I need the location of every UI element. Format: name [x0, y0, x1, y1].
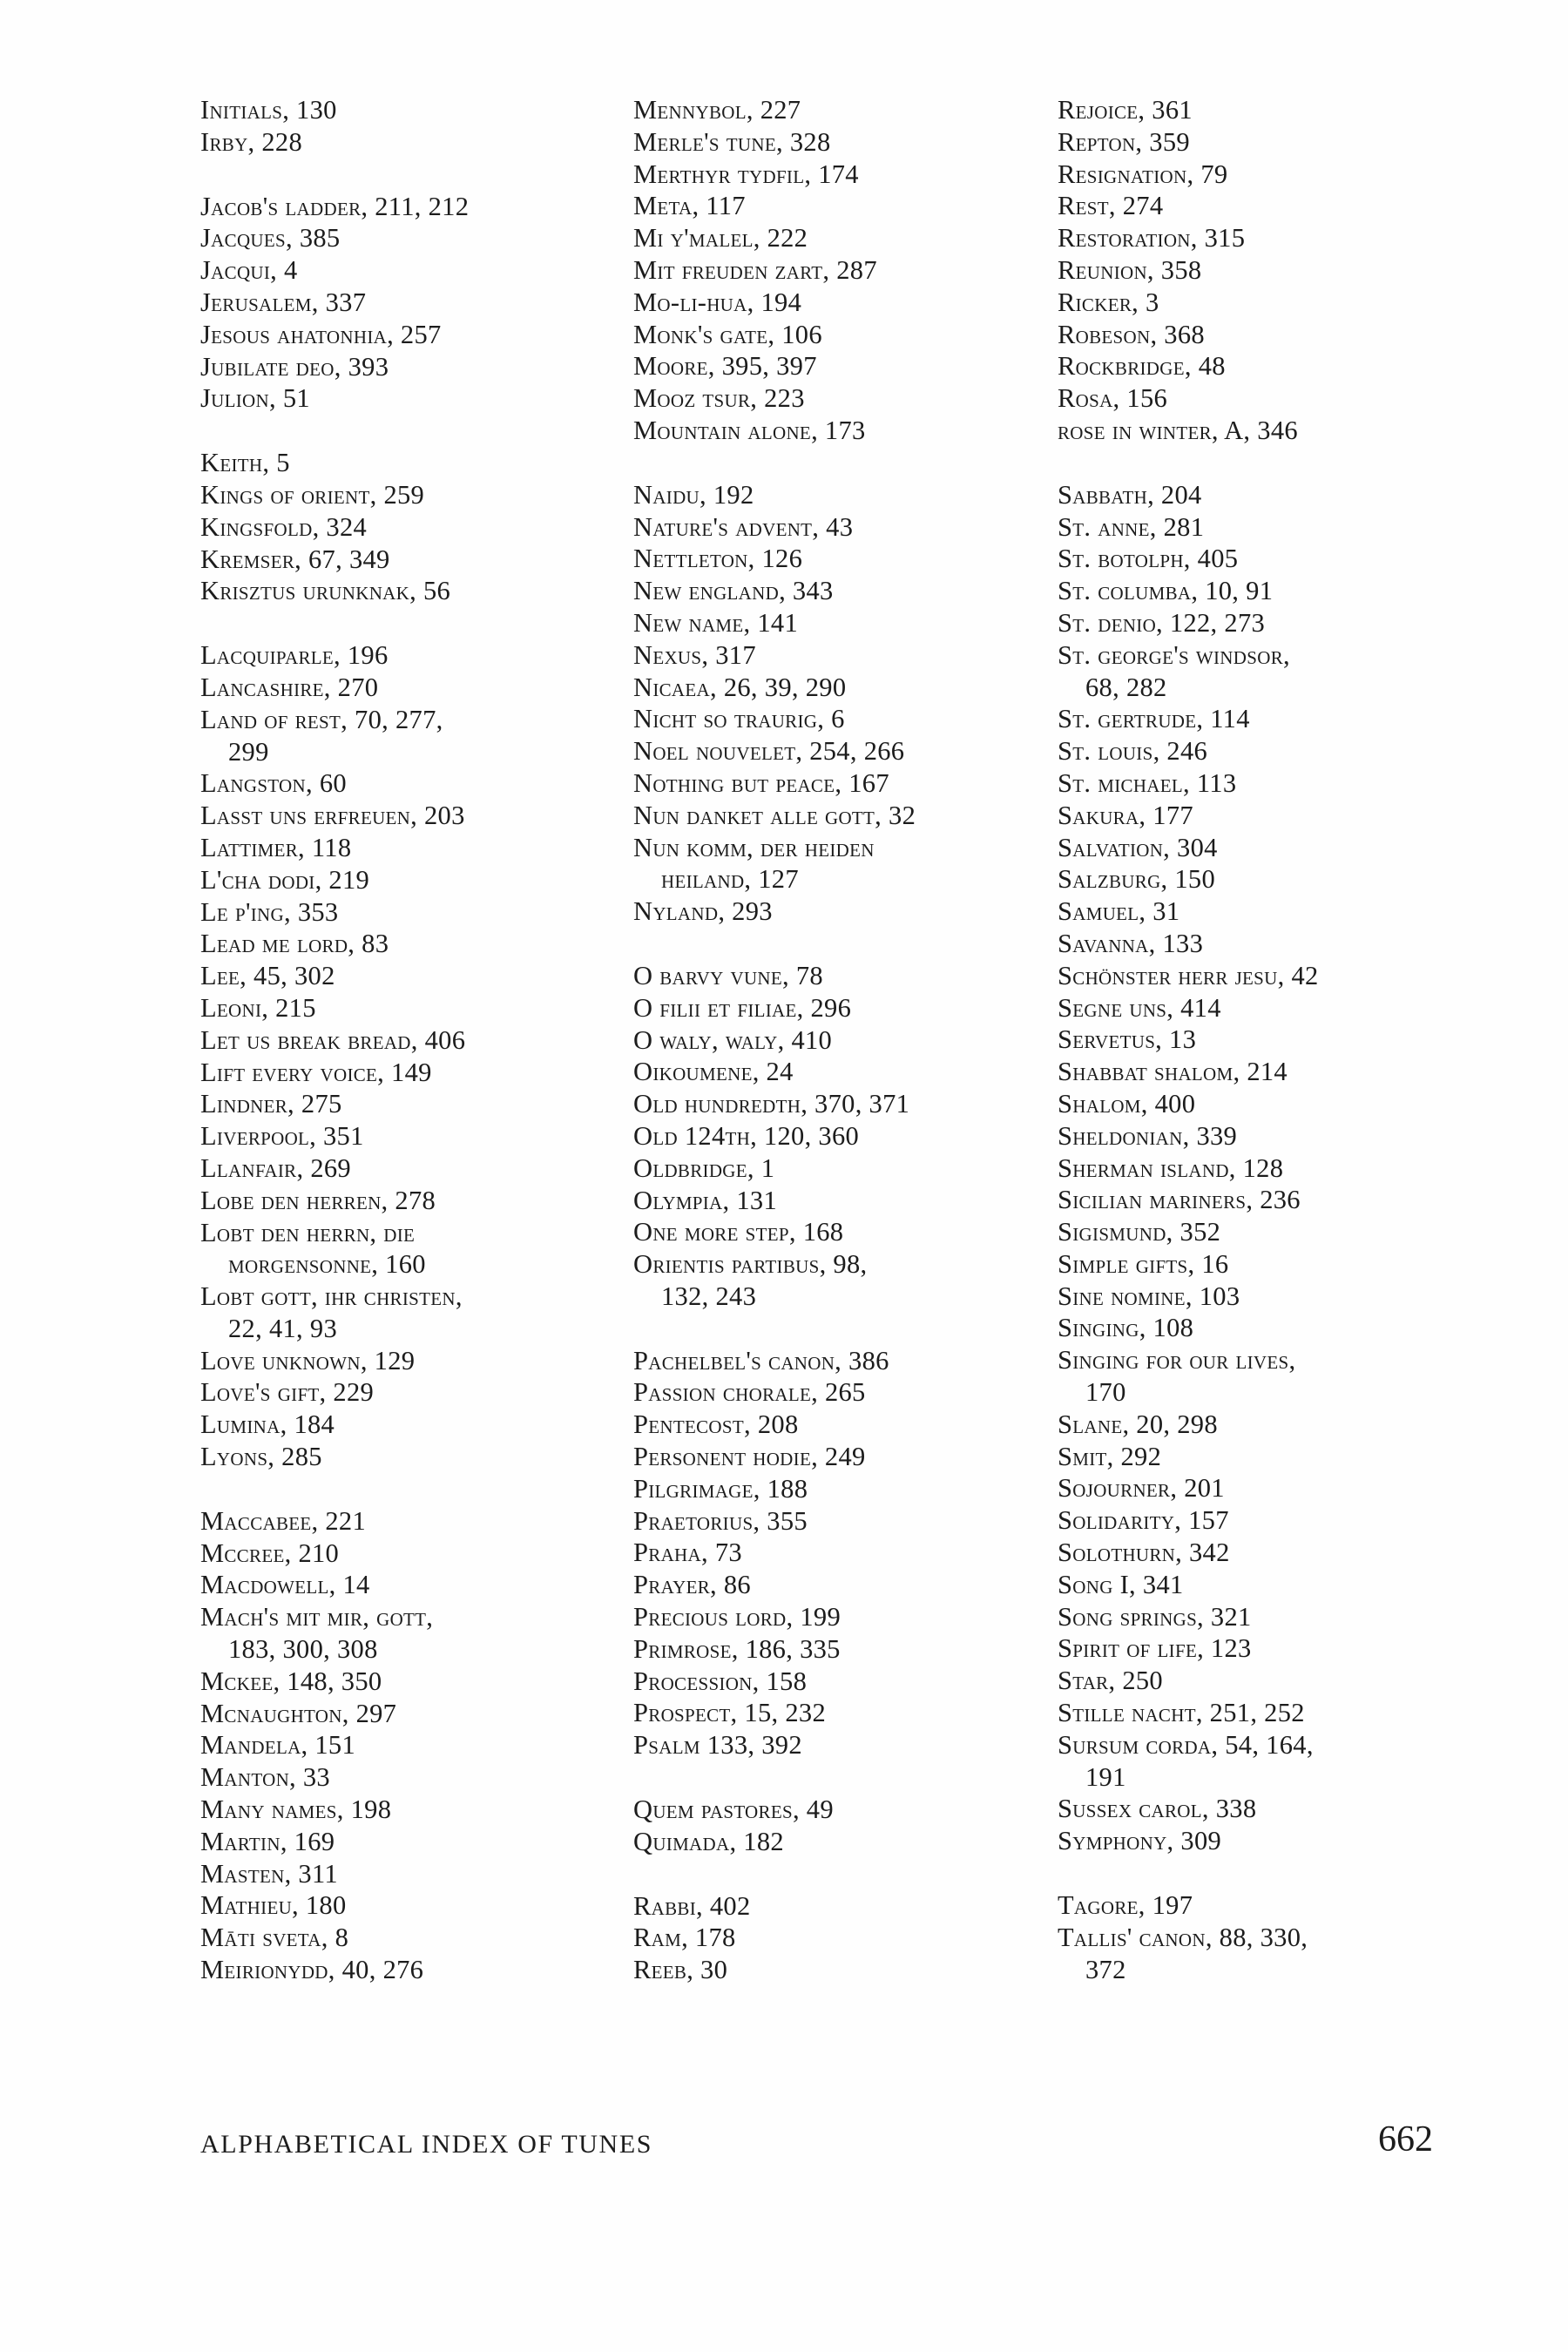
index-entry: Salvation, 304 [1058, 832, 1218, 862]
index-entry: Nicht so traurig, 6 [633, 704, 845, 734]
index-entry: Nettleton, 126 [633, 544, 803, 574]
index-entry: Old 124th, 120, 360 [633, 1120, 860, 1151]
index-entry: Mathieu, 180 [200, 1890, 347, 1921]
index-entry: Oldbridge, 1 [633, 1152, 775, 1183]
index-entry: Nun danket alle gott, 32 [633, 800, 916, 830]
index-entry-line: Land of rest, 70, 277, [200, 704, 443, 734]
index-entry: Shalom, 400 [1058, 1088, 1196, 1119]
index-entry: Nature's advent, 43 [633, 511, 854, 542]
index-entry: Let us break bread, 406 [200, 1024, 466, 1055]
index-entry: Many names, 198 [200, 1794, 392, 1825]
index-entry-continuation: 170 [1085, 1377, 1126, 1408]
index-entry: Symphony, 309 [1058, 1826, 1222, 1856]
index-entry [200, 704, 618, 768]
index-column-1 [200, 94, 618, 2018]
index-entry: Mo-li-hua, 194 [633, 287, 802, 317]
index-entry-continuation: morgensonne, 160 [228, 1249, 426, 1280]
index-entry: Stille nacht, 251, 252 [1058, 1698, 1305, 1728]
index-entry: Old hundredth, 370, 371 [633, 1089, 910, 1119]
index-entry: L'cha dodi, 219 [200, 864, 370, 895]
index-entry: Sakura, 177 [1058, 800, 1193, 830]
index-entry-line: Singing for our lives, [1058, 1345, 1296, 1375]
index-entry-continuation: 132, 243 [661, 1281, 757, 1311]
index-entry: One more step, 168 [633, 1217, 844, 1247]
index-entry: Monk's gate, 106 [633, 319, 822, 349]
index-entry: Keith, 5 [200, 448, 290, 478]
index-entry: New name, 141 [633, 607, 799, 638]
index-entry: Procession, 158 [633, 1666, 808, 1696]
index-group [200, 191, 618, 416]
index-group [633, 960, 1051, 1313]
index-entry: Quimada, 182 [633, 1826, 784, 1856]
index-entry: Quem pastores, 49 [633, 1794, 834, 1825]
index-entry: Sigismund, 352 [1058, 1217, 1221, 1247]
index-entry: New england, 343 [633, 576, 834, 606]
index-entry: Initials, 130 [200, 95, 337, 125]
index-entry: Irby, 228 [200, 126, 303, 157]
index-entry: Masten, 311 [200, 1858, 338, 1889]
index-entry: Mennybol, 227 [633, 95, 801, 125]
index-entry: Segne uns, 414 [1058, 992, 1221, 1023]
index-group [200, 1505, 618, 1986]
index-entry: Pentecost, 208 [633, 1409, 799, 1440]
index-entry-line: Orientis partibus, 98, [633, 1249, 868, 1280]
index-entry: Rosa, 156 [1058, 383, 1168, 414]
index-entry: Sine nomine, 103 [1058, 1281, 1240, 1311]
index-entry: Lattimer, 118 [200, 832, 352, 862]
index-entry: Merle's tune, 328 [633, 126, 831, 157]
index-entry: Nicaea, 26, 39, 290 [633, 672, 847, 702]
index-entry: Restoration, 315 [1058, 223, 1246, 253]
index-entry: Lumina, 184 [200, 1409, 335, 1440]
index-entry: Love's gift, 229 [200, 1377, 375, 1408]
index-entry: Jacob's ladder, 211, 212 [200, 191, 470, 221]
index-entry: Llanfair, 269 [200, 1152, 351, 1183]
index-entry: Psalm 133, 392 [633, 1730, 802, 1761]
index-entry: Simple gifts, 16 [1058, 1248, 1229, 1279]
index-entry-continuation: heiland, 127 [661, 864, 799, 895]
index-entry: Rabbi, 402 [633, 1890, 751, 1921]
index-group [200, 639, 618, 1473]
index-entry [1058, 1344, 1476, 1409]
index-entry: Primrose, 186, 335 [633, 1633, 841, 1664]
index-group [1058, 1889, 1476, 1985]
index-entry: Song springs, 321 [1058, 1601, 1252, 1632]
index-entry: Sojourner, 201 [1058, 1473, 1225, 1504]
index-entry: O waly, waly, 410 [633, 1024, 833, 1055]
index-entry-line: St. george's windsor, [1058, 639, 1290, 670]
index-entry: Solidarity, 157 [1058, 1505, 1229, 1536]
index-entry-continuation: 183, 300, 308 [228, 1634, 378, 1665]
index-entry: Lacquiparle, 196 [200, 640, 389, 671]
index-entry: Solothurn, 342 [1058, 1538, 1230, 1568]
index-entry: Martin, 169 [200, 1826, 335, 1856]
index-entry: Lindner, 275 [200, 1089, 342, 1119]
index-entry: Mountain alone, 173 [633, 415, 866, 445]
index-entry: Jesous ahatonhia, 257 [200, 319, 442, 349]
index-entry: Sherman island, 128 [1058, 1152, 1284, 1183]
index-entry: Jerusalem, 337 [200, 287, 367, 317]
index-entry [200, 1601, 618, 1666]
index-entry: Precious lord, 199 [633, 1602, 841, 1632]
index-entry: Prospect, 15, 232 [633, 1698, 827, 1728]
index-entry: Meta, 117 [633, 191, 746, 221]
index-group [200, 94, 618, 159]
index-entry: Star, 250 [1058, 1666, 1163, 1696]
index-group [1058, 94, 1476, 447]
index-entry: Sicilian mariners, 236 [1058, 1185, 1301, 1215]
index-entry: Robeson, 368 [1058, 319, 1205, 349]
index-entry-continuation: 22, 41, 93 [228, 1313, 337, 1343]
index-entry: Leoni, 215 [200, 992, 316, 1023]
index-entry: Noel nouvelet, 254, 266 [633, 736, 905, 767]
index-entry-continuation: 299 [228, 736, 269, 767]
index-entry: Lift every voice, 149 [200, 1057, 432, 1087]
index-entry: rose in winter, A, 346 [1058, 415, 1298, 445]
index-entry-continuation: 191 [1085, 1761, 1126, 1792]
index-entry: Rest, 274 [1058, 191, 1164, 221]
index-entry: Reeb, 30 [633, 1955, 728, 1985]
index-entry: Lobe den herren, 278 [200, 1185, 436, 1215]
index-entry: Naidu, 192 [633, 479, 754, 510]
page-number: 662 [1378, 2119, 1433, 2159]
index-entry: St. michael, 113 [1058, 767, 1237, 798]
index-entry: Song I, 341 [1058, 1569, 1184, 1599]
index-entry: Repton, 359 [1058, 126, 1190, 157]
index-entry: Sabbath, 204 [1058, 479, 1202, 510]
index-entry: St. denio, 122, 273 [1058, 607, 1266, 638]
index-entry: Jacqui, 4 [200, 255, 298, 286]
index-entry-line: Lobt gott, ihr christen, [200, 1281, 463, 1312]
index-entry: Moore, 395, 397 [633, 351, 817, 382]
index-entry: Pilgrimage, 188 [633, 1473, 808, 1504]
index-entry: Praetorius, 355 [633, 1505, 808, 1536]
index-entry [1058, 1922, 1476, 1986]
index-entry: Julion, 51 [200, 383, 310, 414]
index-entry: Sussex carol, 338 [1058, 1794, 1257, 1824]
index-entry: Reunion, 358 [1058, 254, 1202, 285]
index-group [200, 447, 618, 607]
index-entry: Mckee, 148, 350 [200, 1666, 382, 1696]
index-entry-line: Sursum corda, 54, 164, [1058, 1729, 1314, 1760]
index-entry: O barvy vune, 78 [633, 960, 823, 990]
index-entry: Lancashire, 270 [200, 672, 379, 702]
index-column-2 [633, 94, 1051, 2018]
index-entry: Smit, 292 [1058, 1441, 1162, 1471]
index-entry: Merthyr tydfil, 174 [633, 159, 859, 189]
index-entry: Servetus, 13 [1058, 1024, 1197, 1055]
index-group [1058, 479, 1476, 1857]
index-entry: Mi y'malel, 222 [633, 223, 808, 253]
index-entry: Lead me lord, 83 [200, 929, 389, 959]
index-entry: Meirionydd, 40, 276 [200, 1955, 424, 1985]
index-entry: Sheldonian, 339 [1058, 1120, 1238, 1151]
index-entry: Mit freuden zart, 287 [633, 254, 877, 285]
index-group [633, 94, 1051, 447]
index-entry: Love unknown, 129 [200, 1345, 416, 1375]
index-entry: Samuel, 31 [1058, 896, 1180, 927]
index-entry: Krisztus urunknak, 56 [200, 576, 451, 606]
index-entry: Lee, 45, 302 [200, 961, 335, 991]
index-entry: Spirit of life, 123 [1058, 1633, 1252, 1664]
index-entry: Liverpool, 351 [200, 1121, 364, 1152]
index-entry: Mcnaughton, 297 [200, 1698, 397, 1728]
index-entry: Nyland, 293 [633, 896, 773, 927]
index-entry-line: Nun komm, der heiden [633, 832, 875, 862]
index-entry: Nexus, 317 [633, 639, 756, 670]
index-entry: Passion chorale, 265 [633, 1377, 866, 1408]
index-entry: Olympia, 131 [633, 1185, 778, 1215]
index-group [633, 1794, 1051, 1858]
index-entry: Maccabee, 221 [200, 1505, 367, 1536]
index-entry: St. botolph, 405 [1058, 544, 1239, 574]
index-entry: Rockbridge, 48 [1058, 351, 1226, 382]
index-entry: St. anne, 281 [1058, 511, 1205, 542]
running-footer-title: ALPHABETICAL INDEX OF TUNES [200, 2130, 653, 2159]
index-entry: St. columba, 10, 91 [1058, 576, 1274, 606]
index-entry: Manton, 33 [200, 1762, 330, 1793]
index-entry: Schönster herr jesu, 42 [1058, 960, 1319, 990]
index-entry: St. louis, 246 [1058, 736, 1208, 767]
index-entry-continuation: 372 [1085, 1954, 1126, 1984]
index-entry [1058, 1729, 1476, 1794]
index-entry [200, 1281, 618, 1345]
index-entry: Kings of orient, 259 [200, 479, 425, 510]
index-group [633, 1345, 1051, 1761]
index-entry: Lyons, 285 [200, 1442, 322, 1472]
index-entry-line: Lobt den herrn, die [200, 1217, 416, 1247]
index-entry: O filii et filiae, 296 [633, 992, 852, 1023]
index-entry: Mooz tsur, 223 [633, 383, 805, 414]
index-entry: Prayer, 86 [633, 1570, 751, 1600]
index-entry: Shabbat shalom, 214 [1058, 1057, 1288, 1087]
index-entry: Oikoumene, 24 [633, 1057, 794, 1087]
index-entry: Pachelbel's canon, 386 [633, 1345, 889, 1375]
index-entry: Ram, 178 [633, 1923, 736, 1953]
index-entry: Slane, 20, 298 [1058, 1409, 1218, 1439]
index-entry: Praha, 73 [633, 1538, 742, 1568]
index-entry: Kremser, 67, 349 [200, 544, 390, 574]
index-group [633, 1890, 1051, 1986]
index-entry: Resignation, 79 [1058, 159, 1228, 189]
index-column-3 [1058, 94, 1476, 2017]
index-entry: Nothing but peace, 167 [633, 767, 889, 798]
index-group [633, 479, 1051, 928]
index-entry: Langston, 60 [200, 768, 347, 799]
index-entry-line: Mach's mit mir, gott, [200, 1602, 434, 1632]
index-entry: Mandela, 151 [200, 1730, 356, 1761]
index-entry: Kingsfold, 324 [200, 511, 368, 542]
index-entry [200, 1217, 618, 1281]
index-entry [633, 1248, 1051, 1313]
index-entry [1058, 639, 1476, 704]
index-entry: Salzburg, 150 [1058, 864, 1216, 895]
index-entry: Personent hodie, 249 [633, 1442, 866, 1472]
index-entry: Singing, 108 [1058, 1313, 1194, 1343]
index-entry [633, 832, 1051, 896]
index-entry-line: Tallis' canon, 88, 330, [1058, 1922, 1308, 1952]
index-entry: Mccree, 210 [200, 1538, 340, 1568]
index-entry: Ricker, 3 [1058, 287, 1159, 317]
index-entry: Jubilate deo, 393 [200, 351, 389, 382]
index-entry: Tagore, 197 [1058, 1890, 1193, 1921]
index-entry: Rejoice, 361 [1058, 95, 1193, 125]
index-entry: Savanna, 133 [1058, 928, 1204, 958]
index-entry: Jacques, 385 [200, 223, 341, 253]
index-entry: Macdowell, 14 [200, 1570, 370, 1600]
index-entry-continuation: 68, 282 [1085, 672, 1167, 702]
index-entry: Lasst uns erfreuen, 203 [200, 801, 465, 831]
index-entry: Le p'ing, 353 [200, 896, 339, 927]
index-entry: Māti sveta, 8 [200, 1923, 349, 1953]
index-entry: St. gertrude, 114 [1058, 704, 1250, 734]
